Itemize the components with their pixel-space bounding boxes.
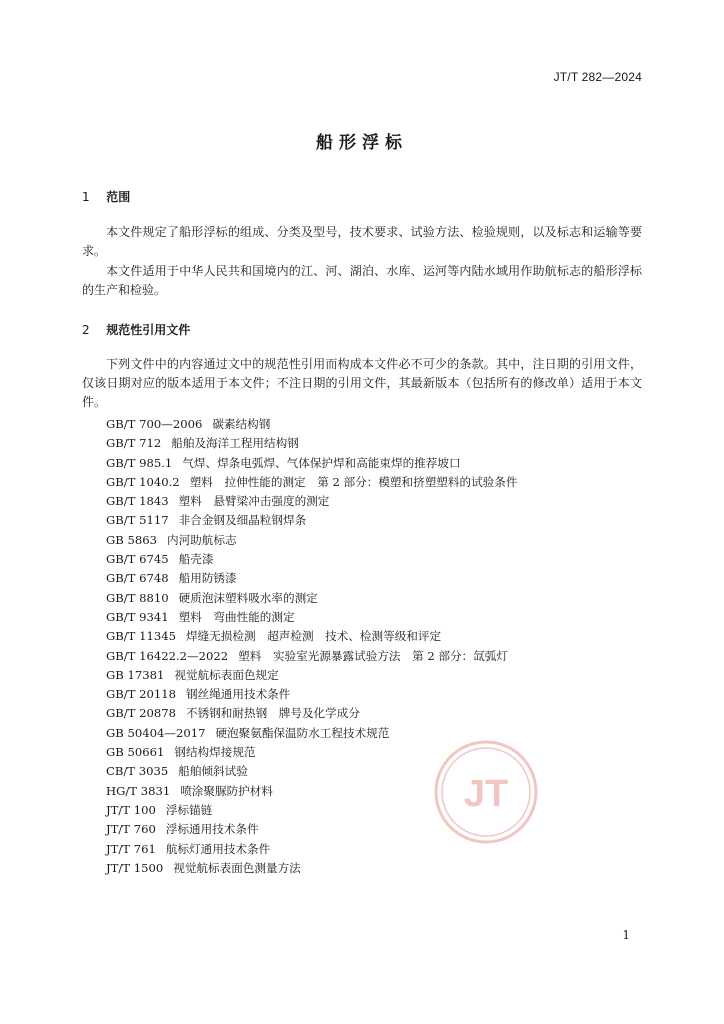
- reference-code: GB/T 6748: [106, 571, 169, 586]
- reference-item: [106, 666, 517, 685]
- reference-item: [106, 685, 517, 704]
- reference-title: 碳素结构钢: [212, 417, 271, 431]
- reference-code: GB/T 9341: [106, 609, 169, 624]
- reference-title: 内河助航标志: [166, 532, 237, 547]
- reference-title: 塑料 拉伸性能的测定 第 2 部分：模塑和挤塑塑料的试验条件: [189, 474, 518, 489]
- reference-code: GB 50661: [106, 745, 165, 760]
- reference-code: GB/T 5117: [106, 513, 169, 528]
- reference-code: GB/T 6745: [106, 552, 169, 567]
- reference-item: [106, 511, 517, 530]
- section-1-title: 范围: [106, 190, 131, 204]
- reference-code: GB 17381: [106, 667, 165, 682]
- reference-title: 钢结构焊接规范: [174, 745, 256, 760]
- reference-code: JT/T 761: [106, 841, 156, 856]
- section-2-number: 2: [82, 323, 90, 337]
- reference-title: 船用防锈漆: [178, 571, 237, 586]
- reference-code: GB 5863: [106, 532, 157, 547]
- reference-code: GB 50404—2017: [106, 725, 206, 740]
- reference-item: [106, 647, 517, 666]
- reference-item: [106, 473, 517, 492]
- section-1-heading: [82, 188, 130, 205]
- reference-title: 船舶倾斜试验: [178, 764, 248, 779]
- reference-item: [106, 492, 517, 511]
- reference-title: 船舶及海洋工程用结构钢: [171, 436, 299, 451]
- reference-code: GB/T 700—2006: [106, 417, 203, 431]
- reference-item: [106, 608, 517, 627]
- reference-code: JT/T 760: [106, 822, 156, 837]
- reference-title: 喷涂聚脲防护材料: [180, 783, 273, 798]
- reference-code: GB/T 1040.2: [106, 474, 180, 489]
- reference-title: 气焊、焊条电弧焊、气体保护焊和高能束焊的推荐坡口: [182, 455, 461, 470]
- jt-watermark-seal: [432, 738, 540, 846]
- reference-code: CB/T 3035: [106, 764, 169, 779]
- reference-item: [106, 859, 517, 878]
- section-1-number: 1: [82, 190, 90, 204]
- reference-item: [106, 550, 517, 569]
- section-1-paragraph-1: 本文件规定了船形浮标的组成、分类及型号，技术要求、试验方法、检验规则，以及标志和运输等要求。: [82, 225, 642, 258]
- reference-title: 不锈钢和耐热钢 牌号及化学成分: [186, 706, 360, 721]
- reference-code: GB/T 8810: [106, 590, 169, 605]
- reference-item: [106, 627, 517, 646]
- reference-title: 塑料 悬臂梁冲击强度的测定: [178, 494, 330, 509]
- reference-item: [106, 415, 517, 434]
- reference-code: GB/T 1843: [106, 494, 169, 509]
- reference-code: JT/T 1500: [106, 860, 164, 875]
- page-header-code: JT/T 282—2024: [553, 70, 642, 84]
- section-2-intro: 下列文件中的内容通过文中的规范性引用而构成本文件必不可少的条款。其中，注日期的引用文件，仅该日期对应的版本适用于本文件；不注日期的引用文件，其最新版本（包括所有的修改单）适用于本文件。: [82, 357, 642, 409]
- reference-item: [106, 589, 517, 608]
- reference-title: 浮标锚链: [165, 802, 213, 817]
- reference-item: [106, 454, 517, 473]
- reference-title: 塑料 弯曲性能的测定: [178, 609, 295, 624]
- reference-title: 非合金钢及细晶粒钢焊条: [178, 513, 307, 528]
- reference-item: [106, 531, 517, 550]
- reference-title: 浮标通用技术条件: [165, 822, 259, 837]
- reference-code: GB/T 20118: [106, 687, 176, 702]
- reference-item: [106, 434, 517, 453]
- reference-code: JT/T 100: [106, 802, 156, 817]
- section-1-paragraph-2: 本文件适用于中华人民共和国境内的江、河、湖泊、水库、运河等内陆水域用作助航标志的船形浮标的生产和检验。: [82, 264, 642, 297]
- reference-title: 硬质泡沫塑料吸水率的测定: [178, 590, 318, 605]
- reference-title: 钢丝绳通用技术条件: [186, 687, 291, 702]
- reference-code: HG/T 3831: [106, 783, 171, 798]
- section-2-heading: [82, 321, 190, 338]
- reference-item: [106, 569, 517, 588]
- reference-code: GB/T 712: [106, 436, 162, 451]
- section-2-title: 规范性引用文件: [106, 323, 191, 337]
- reference-title: 焊缝无损检测 超声检测 技术、检测等级和评定: [186, 629, 442, 644]
- reference-title: 视觉航标表面色测量方法: [173, 860, 301, 875]
- reference-code: GB/T 985.1: [106, 455, 173, 470]
- reference-title: 航标灯通用技术条件: [165, 841, 271, 856]
- reference-code: GB/T 16422.2—2022: [106, 648, 229, 663]
- reference-code: GB/T 20878: [106, 706, 176, 721]
- reference-code: GB/T 11345: [106, 629, 176, 644]
- reference-title: 视觉航标表面色规定: [174, 667, 279, 682]
- reference-title: 硬泡聚氨酯保温防水工程技术规范: [215, 725, 390, 740]
- document-title: 船形浮标: [316, 133, 408, 153]
- reference-title: 塑料 实验室光源暴露试验方法 第 2 部分：氙弧灯: [238, 648, 508, 663]
- svg-text:JT: JT: [463, 773, 509, 815]
- page-number: 1: [622, 928, 630, 942]
- reference-title: 船壳漆: [178, 552, 214, 567]
- reference-item: [106, 704, 517, 723]
